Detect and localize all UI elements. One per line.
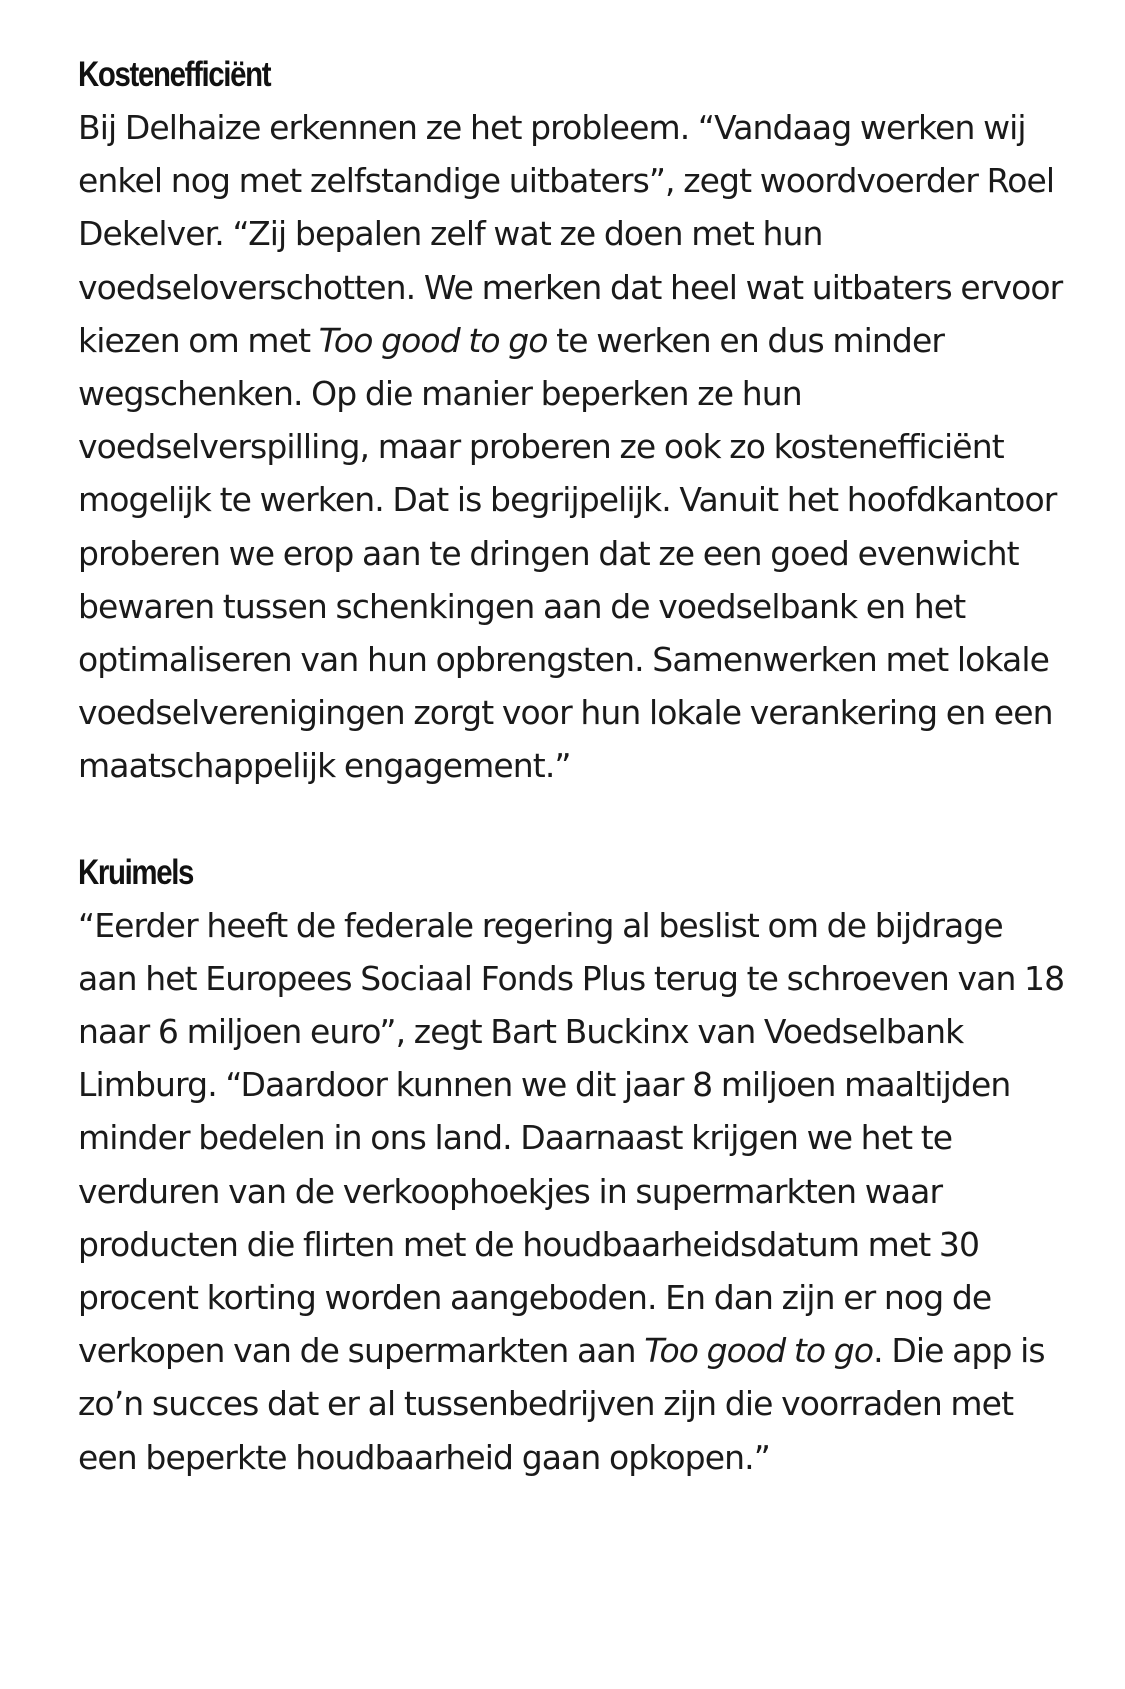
paragraph-text: . Die app is zo’n succes dat er al tussenbedrijven zijn die voorraden met een beperkte houdbaarheid gaan opkopen.” <box>78 1331 1045 1477</box>
section-paragraph <box>78 899 1068 1484</box>
section-kostenefficient <box>78 48 1068 793</box>
app-name-emphasis: Too good to go <box>318 320 548 360</box>
section-kruimels <box>78 846 1068 1484</box>
section-paragraph <box>78 101 1068 793</box>
paragraph-text: te werken en dus minder wegschenken. Op die manier beperken ze hun voedselverspilling, maar proberen ze ook zo kostenefficiënt mogelijk te werken. Dat is begrijpelijk. Vanuit het hoofdkantoor proberen we erop aan te dringen dat ze een goed evenwicht bewaren tussen schenkingen aan de voedselbank en het optimaliseren van hun opbrengsten. Samenwerken met lokale voedselverenigingen zorgt voor hun lokale verankering en een maatschappelijk engagement.” <box>78 320 1057 786</box>
app-name-emphasis: Too good to go <box>644 1331 874 1371</box>
section-heading: Kruimels <box>78 852 194 892</box>
section-heading: Kostenefficiënt <box>78 55 271 94</box>
paragraph-text: “Eerder heeft de federale regering al beslist om de bijdrage aan het Europees Sociaal Fonds Plus terug te schroeven van 18 naar 6 miljoen euro”, zegt Bart Buckinx van Voedselbank Limburg. “Daardoor kunnen we dit jaar 8 miljoen maaltijden minder bedelen in ons land. Daarnaast krijgen we het te verduren van de verkoophoekjes in supermarkten waar producten die flirten met de houdbaarheidsdatum met 30 procent korting worden aangeboden. En dan zijn er nog de verkopen van de supermarkten aan <box>78 905 1065 1371</box>
article-body <box>78 48 1068 1484</box>
paragraph-text: Bij Delhaize erkennen ze het probleem. “Vandaag werken wij enkel nog met zelfstandige uitbaters”, zegt woordvoerder Roel Dekelver. “Zij bepalen zelf wat ze doen met hun voedseloverschotten. We merken dat heel wat uitbaters ervoor kiezen om met <box>78 108 1063 360</box>
